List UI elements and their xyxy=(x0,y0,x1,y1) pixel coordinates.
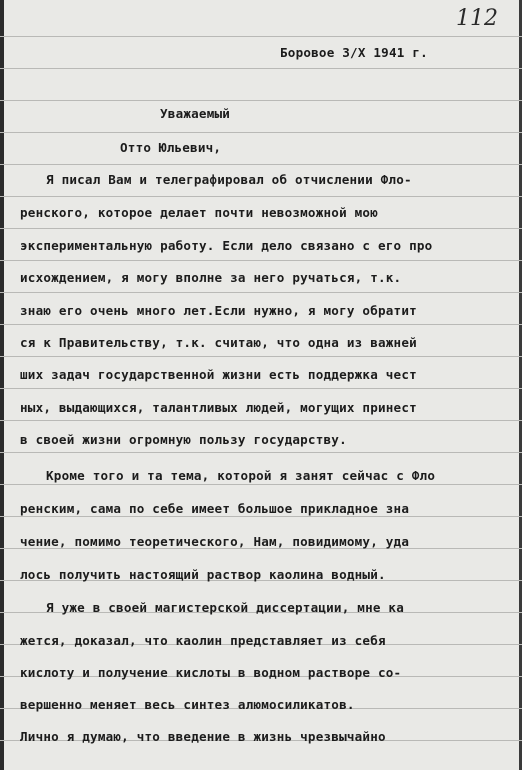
body-line: Я писал Вам и телеграфировал об отчислении Фло- xyxy=(46,172,412,187)
ruled-line xyxy=(0,484,522,485)
body-line: жется, доказал, что каолин представляет из себя xyxy=(20,633,386,648)
body-line: Лично я думаю, что введение в жизнь чрезвычайно xyxy=(20,729,386,744)
ruled-line xyxy=(0,228,522,229)
body-line: знаю его очень много лет.Если нужно, я могу обратит xyxy=(20,303,417,318)
ruled-line xyxy=(0,452,522,453)
salutation-line-2: Отто Юльевич, xyxy=(120,140,222,155)
ruled-line xyxy=(0,164,522,165)
ruled-line xyxy=(0,100,522,101)
ruled-line xyxy=(0,260,522,261)
body-line: в своей жизни огромную пользу государству. xyxy=(20,432,347,447)
body-line: ных, выдающихся, талантливых людей, могущих принест xyxy=(20,400,417,415)
body-line: ренского, которое делает почти невозможной мою xyxy=(20,205,378,220)
letter-date: Боровое 3/X 1941 г. xyxy=(280,45,428,60)
page-number: 112 xyxy=(456,6,498,31)
ruled-line xyxy=(0,356,522,357)
body-line: исхождением, я могу вполне за него ручаться, т.к. xyxy=(20,270,402,285)
body-line: ших задач государственной жизни есть поддержка чест xyxy=(20,367,417,382)
body-line: кислоту и получение кислоты в водном растворе со- xyxy=(20,665,402,680)
page-edge-left xyxy=(0,0,4,770)
body-line: ся к Правительству, т.к. считаю, что одна из важней xyxy=(20,335,417,350)
ruled-line xyxy=(0,36,522,37)
ruled-line xyxy=(0,196,522,197)
body-line: Я уже в своей магистерской диссертации, мне ка xyxy=(46,600,404,615)
ruled-line xyxy=(0,132,522,133)
body-line: лось получить настоящий раствор каолина водный. xyxy=(20,567,386,582)
ruled-line xyxy=(0,516,522,517)
ruled-line xyxy=(0,388,522,389)
ruled-line xyxy=(0,68,522,69)
body-line: экспериментальную работу. Если дело связано с его про xyxy=(20,238,433,253)
body-line: чение, помимо теоретического, Нам, повидимому, уда xyxy=(20,534,410,549)
salutation-line-1: Уважаемый xyxy=(160,106,231,121)
ruled-line xyxy=(0,420,522,421)
body-line: вершенно меняет весь синтез алюмосиликатов. xyxy=(20,697,355,712)
body-line: ренским, сама по себе имеет большое прикладное зна xyxy=(20,501,410,516)
body-line: Кроме того и та тема, которой я занят сейчас с Фло xyxy=(46,468,436,483)
ruled-line xyxy=(0,324,522,325)
ruled-line xyxy=(0,292,522,293)
